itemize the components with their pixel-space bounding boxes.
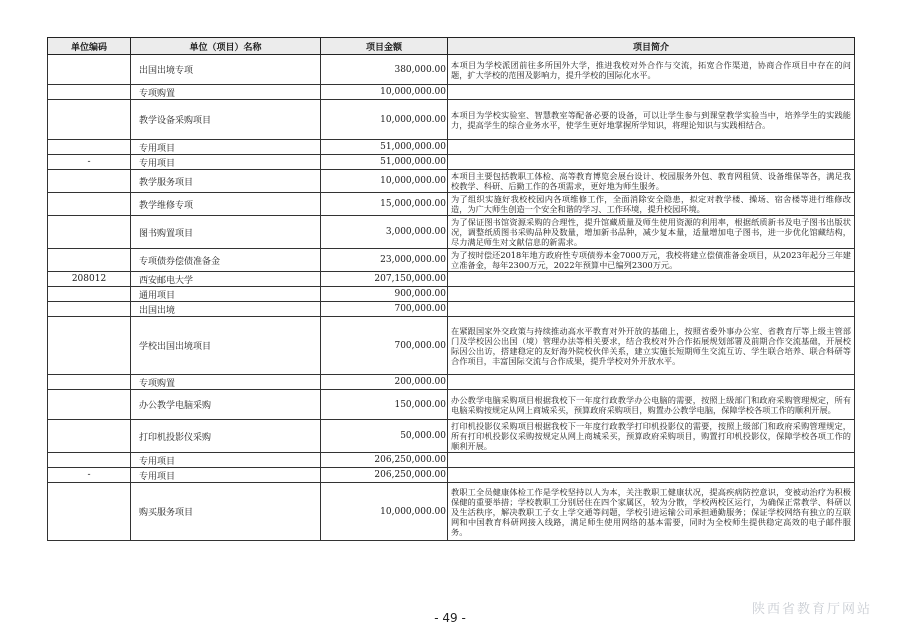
cell-code [48,317,131,375]
table-row [48,140,855,155]
cell-desc [448,155,855,170]
cell-code [48,193,131,216]
cell-name: 图书购置项目 [131,216,321,249]
cell-name: 专项购置 [131,85,321,100]
cell-code [48,100,131,140]
table-row [48,483,855,541]
cell-desc: 本项目主要包括教职工体检、高等教育博览会展台设计、校园服务外包、教育网租赁、设备维保等各，满足我校教学、科研、后勤工作的各项需求，更好地为师生服务。 [448,170,855,193]
cell-desc: 打印机投影仪采购项目根据我校下一年度行政教学打印机投影仪的需要，按照上级部门和政府采购管理规定，所有打印机投影仪采购按规定从网上商城采买，预算政府采购项目，购置打印机投影仪，保障学校各项工作的顺利开展。 [448,420,855,453]
cell-code [48,170,131,193]
cell-code [48,483,131,541]
cell-amount: 10,000,000.00 [321,100,448,140]
cell-code [48,375,131,390]
cell-name: 教学服务项目 [131,170,321,193]
cell-desc: 本项目为学校实验室、智慧教室等配备必要的设备，可以让学生参与到课堂教学实验当中，培养学生的实践能力，提高学生的综合业务水平，使学生更好地掌握所学知识，将理论知识与实践相结合。 [448,100,855,140]
cell-name: 教学设备采购项目 [131,100,321,140]
cell-amount: 150,000.00 [321,390,448,420]
cell-amount: 207,150,000.00 [321,272,448,287]
cell-desc [448,468,855,483]
cell-amount: 900,000.00 [321,287,448,302]
cell-desc [448,375,855,390]
cell-amount: 10,000,000.00 [321,170,448,193]
cell-desc [448,85,855,100]
cell-amount: 51,000,000.00 [321,140,448,155]
table-row [48,287,855,302]
cell-code [48,302,131,317]
cell-amount: 15,000,000.00 [321,193,448,216]
cell-desc [448,287,855,302]
cell-amount: 10,000,000.00 [321,85,448,100]
cell-amount: 3,000,000.00 [321,216,448,249]
cell-amount: 51,000,000.00 [321,155,448,170]
table-row [48,302,855,317]
header-code: 单位编码 [48,38,131,55]
cell-name: 西安邮电大学 [131,272,321,287]
header-desc: 项目简介 [448,38,855,55]
cell-code [48,287,131,302]
cell-name: 专用项目 [131,453,321,468]
table-row [48,100,855,140]
cell-desc: 为了组织实施好我校校园内各项维修工作，全面消除安全隐患，拟定对教学楼、操场、宿舍楼等进行维修改造，为广大师生创造一个安全和谐的学习、工作环境，提升校园环境。 [448,193,855,216]
cell-name: 专用项目 [131,140,321,155]
header-amount: 项目金额 [321,38,448,55]
cell-amount: 23,000,000.00 [321,249,448,272]
table-row [48,453,855,468]
cell-desc: 本项目为学校派团前往多所国外大学，推进我校对外合作与交流，拓宽合作渠道，协商合作项目中存在的问题，扩大学校的范围及影响力，提升学校的国际化水平。 [448,55,855,85]
cell-name: 办公教学电脑采购 [131,390,321,420]
cell-name: 专用项目 [131,155,321,170]
cell-desc: 为了按时偿还2018年地方政府性专项债券本金7000万元，我校将建立偿债准备金项目，从2023年起分三年建立准备金，每年2300万元，2022年预算中已编列2300万元。 [448,249,855,272]
cell-amount: 200,000.00 [321,375,448,390]
table-row [48,420,855,453]
cell-desc [448,302,855,317]
cell-code [48,55,131,85]
table-row [48,55,855,85]
cell-code [48,420,131,453]
cell-amount: 700,000.00 [321,302,448,317]
cell-amount: 50,000.00 [321,420,448,453]
table-row [48,390,855,420]
cell-code [48,453,131,468]
cell-amount: 380,000.00 [321,55,448,85]
table-header-row [48,38,855,55]
cell-name: 通用项目 [131,287,321,302]
cell-name: 出国出境 [131,302,321,317]
table-row [48,468,855,483]
cell-code [48,249,131,272]
cell-code [48,140,131,155]
cell-code: 208012 [48,272,131,287]
cell-amount: 206,250,000.00 [321,468,448,483]
cell-code: - [48,155,131,170]
watermark-logo: 陕西省教育厅网站 [751,602,872,617]
cell-name: 购买服务项目 [131,483,321,541]
table-row [48,216,855,249]
budget-table [47,37,855,541]
cell-desc [448,453,855,468]
cell-name: 出国出境专项 [131,55,321,85]
cell-desc: 在紧跟国家外交政策与持续推动高水平教育对外开放的基础上，按照省委外事办公室、省教育厅等上级主管部门及学校因公出国（境）管理办法等相关要求，结合我校对外合作拓展规划部署及前期合作交流基础，开展校际因公出访，搭建稳定的友好海外院校伙伴关系，建立实施长短期师生交流互访、学生联合培养、联合科研等合作项目，丰富国际交流与合作成果，提升学校对外开放水平。 [448,317,855,375]
cell-desc: 为了保证图书馆资源采购的合理性，提升馆藏质量及师生使用资源的利用率，根据纸质新书及电子图书出版状况，调整纸质图书采购品种及数量，增加新书品种，减少复本量，适量增加电子图书，进一步优化馆藏结构，尽力满足师生对文献信息的新需求。 [448,216,855,249]
cell-code [48,390,131,420]
cell-code [48,85,131,100]
table-row [48,85,855,100]
cell-amount: 700,000.00 [321,317,448,375]
table-row [48,249,855,272]
table-row [48,375,855,390]
cell-amount: 10,000,000.00 [321,483,448,541]
table-row [48,193,855,216]
cell-code [48,216,131,249]
cell-desc [448,140,855,155]
cell-name: 专项购置 [131,375,321,390]
table-row [48,155,855,170]
cell-name: 打印机投影仪采购 [131,420,321,453]
cell-desc [448,272,855,287]
cell-name: 专项债券偿债准备金 [131,249,321,272]
cell-code: - [48,468,131,483]
table-row [48,170,855,193]
cell-desc: 办公教学电脑采购项目根据我校下一年度行政教学办公电脑的需要，按照上级部门和政府采购管理规定，所有电脑采购按规定从网上商城采买，预算政府采购项目，购置办公教学电脑，保障学校各项工作的顺利开展。 [448,390,855,420]
header-name: 单位（项目）名称 [131,38,321,55]
table-row [48,317,855,375]
cell-name: 学校出国出境项目 [131,317,321,375]
table-row [48,272,855,287]
cell-desc: 教职工全员健康体检工作是学校坚持以人为本，关注教职工健康状况，提高疾病防控意识，变被动治疗为积极保健的重要举措；学校教职工分别居住在四个家属区，较为分散，学校两校区运行，为确保正常教学、科研以及生活秩序，解决教职工子女上学交通等问题，学校引进运输公司承担通勤服务；保证学校网络有独立的互联网和中国教育科研网接入线路，满足师生使用网络的基本需要，同时为全校师生提供稳定高效的电子邮件服务。 [448,483,855,541]
cell-amount: 206,250,000.00 [321,453,448,468]
cell-name: 专用项目 [131,468,321,483]
cell-name: 教学维修专项 [131,193,321,216]
page-number: - 49 - [434,611,466,625]
